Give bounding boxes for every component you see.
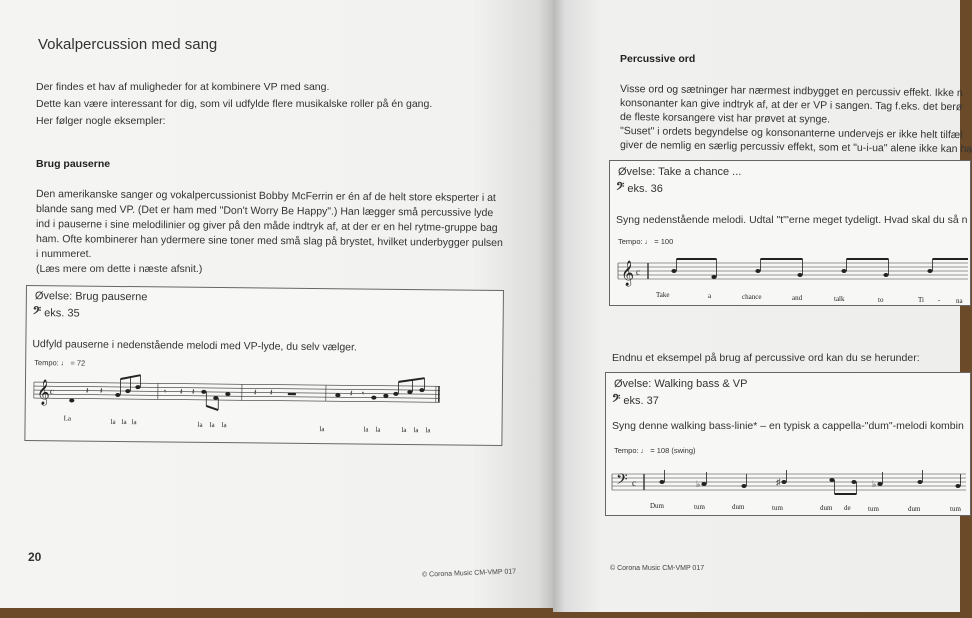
tempo-marking: Tempo: ♩ = 72 (34, 358, 86, 368)
bass-clef-icon: 𝄢 (616, 471, 628, 492)
svg-text:𝄽: 𝄽 (253, 388, 257, 399)
right-body-line-5: giver de nemlig en særlig percussiv effekt, som et "u-i-ua" alene ikke kan ha (619, 139, 972, 156)
cd-disc-icon: 𝄢 (32, 304, 42, 320)
lyric-tum-1: tum (694, 503, 705, 511)
right-body-line-2: konsonanter kan give indtryk af, at der er VP i sangen. Tag f.eks. det berø (619, 97, 963, 114)
svg-text:c: c (632, 478, 636, 488)
svg-text:𝄽: 𝄽 (179, 387, 183, 398)
body-line-2: blande sang med VP. (Det er ham med "Don't Worry Be Happy".) Han lægger små percussive lyde (35, 203, 494, 219)
svg-text:♭: ♭ (696, 479, 701, 489)
lyric-4: la (131, 418, 137, 427)
lyric-tum-4: tum (950, 505, 961, 513)
cd-disc-icon: 𝄢 (616, 180, 625, 195)
right-body-line-3: de fleste korsangere vist har prøvet at synge. (619, 111, 831, 126)
right-page (553, 0, 972, 612)
lyric-12: la (413, 426, 419, 435)
copyright-left: © Corona Music CM-VMP 017 (421, 568, 517, 579)
exercise-37-instruction: Syng denne walking bass-linie* – en typisk a cappella-"dum"-melodi kombin (612, 420, 964, 432)
example-ref (33, 304, 80, 320)
body-line-1: Den amerikanske sanger og vokalpercussionist Bobby McFerrin er én af de helt store eksperter i at (35, 188, 496, 205)
body-line-5: i nummeret. (36, 248, 92, 260)
svg-text:♭: ♭ (872, 479, 877, 489)
lyric-13: la (425, 426, 431, 435)
svg-text:𝄽: 𝄽 (269, 388, 273, 399)
intro-line-3: Her følger nogle eksempler: (36, 115, 166, 127)
right-body-line-1: Visse ord og sætninger har nærmest indbygget en percussiv effekt. Ikke n (619, 83, 963, 100)
lyric-8: la (319, 425, 325, 434)
lyric-10: la (375, 425, 381, 434)
body-line-3: ind i pauserne i sine melodilinier og giver på den måde indtryk af, at der er en hel rytme-gruppe bag (35, 218, 498, 235)
lyric-dum-1: Dum (650, 502, 664, 510)
example-36-number: eks. 36 (627, 183, 663, 195)
svg-text:c: c (49, 386, 54, 397)
lyric-and: and (792, 294, 803, 302)
lyric-to: to (878, 296, 884, 304)
right-body-line-4: "Suset" i ordets begyndelse og konsonanterne undervejs er ikke helt tilfæl (619, 125, 963, 142)
subheading-percussive-ord: Percussive ord (620, 53, 696, 65)
cd-disc-icon: 𝄢 (612, 392, 621, 407)
staff-ex36 (618, 259, 968, 289)
lyric-dum-2: dum (732, 503, 745, 511)
svg-text:𝄽: 𝄽 (85, 386, 89, 397)
example-36-ref (616, 180, 663, 196)
staff-ex37 (612, 470, 966, 500)
lyric-11: la (401, 425, 407, 434)
svg-text:c: c (636, 267, 640, 277)
tempo-37: Tempo: ♩ = 108 (swing) (614, 446, 696, 455)
lyric-tum-2: tum (772, 504, 783, 512)
svg-text:♯: ♯ (776, 477, 781, 487)
svg-text:𝄽: 𝄽 (99, 386, 103, 397)
treble-clef-icon: 𝄞 (621, 261, 635, 286)
exercise-36-title: Øvelse: Take a chance ... (618, 166, 742, 178)
lyric-na: na (956, 297, 963, 305)
exercise-box-35 (24, 285, 504, 446)
body-line-6: (Læs mere om dette i næste afsnit.) (36, 263, 203, 275)
lyric-3: la (121, 418, 127, 427)
lyric-de: de (844, 504, 851, 512)
lyric-tum-3: tum (868, 505, 879, 513)
page-number: 20 (28, 550, 42, 564)
svg-text:𝄾: 𝄾 (361, 389, 365, 400)
exercise-36-instruction: Syng nedenstående melodi. Udtal "t"'erne meget tydeligt. Hvad skal du så n (616, 214, 968, 226)
lyric-chance: chance (742, 293, 762, 301)
body-line-4: ham. Ofte kombinerer han ydermere sine toner med små slag på brystet, hvilket underbygger pulsen (35, 233, 503, 250)
subheading-brug-pauserne: Brug pauserne (36, 158, 111, 170)
lyric-9: la (363, 425, 369, 434)
lyric-take: Take (656, 291, 670, 299)
exercise-37-title: Øvelse: Walking bass & VP (614, 378, 748, 390)
tempo-36: Tempo: ♩ = 100 (618, 237, 674, 246)
example-37-ref (612, 392, 659, 408)
svg-text:𝄽: 𝄽 (191, 387, 195, 398)
svg-text:𝄾: 𝄾 (163, 387, 167, 398)
staff-ex35 (34, 378, 444, 422)
lyric-ti: Ti (918, 296, 924, 304)
between-text: Endnu et eksempel på brug af percussive ord kan du se herunder: (612, 352, 920, 364)
lyric-5: la (197, 420, 203, 429)
lyric-a: a (708, 292, 712, 300)
example-number: eks. 35 (44, 307, 80, 320)
lyric-dum-4: dum (908, 505, 921, 513)
exercise-box-37 (605, 372, 971, 516)
intro-line-1: Der findes et hav af muligheder for at kombinere VP med sang. (36, 81, 330, 93)
exercise-title: Øvelse: Brug pauserne (34, 290, 148, 304)
exercise-instruction: Udfyld pauserne i nedenstående melodi med VP-lyde, du selv vælger. (32, 338, 357, 354)
treble-clef-icon: 𝄞 (36, 380, 51, 406)
lyric-talk: talk (834, 295, 845, 303)
lyric-dash: - (938, 296, 941, 304)
intro-line-2: Dette kan være interessant for dig, som vil udfylde flere musikalske roller på én gang. (36, 98, 433, 110)
copyright-right: © Corona Music CM-VMP 017 (610, 565, 705, 572)
example-37-number: eks. 37 (623, 395, 659, 407)
lyric-7: la (221, 421, 227, 430)
lyric-2: la (110, 417, 116, 426)
page-heading: Vokalpercussion med sang (38, 36, 218, 53)
lyric-1: La (63, 414, 72, 423)
svg-text:𝄽: 𝄽 (349, 389, 353, 400)
exercise-box-36 (609, 160, 971, 306)
lyric-dum-3: dum (820, 504, 833, 512)
lyric-6: la (209, 420, 215, 429)
